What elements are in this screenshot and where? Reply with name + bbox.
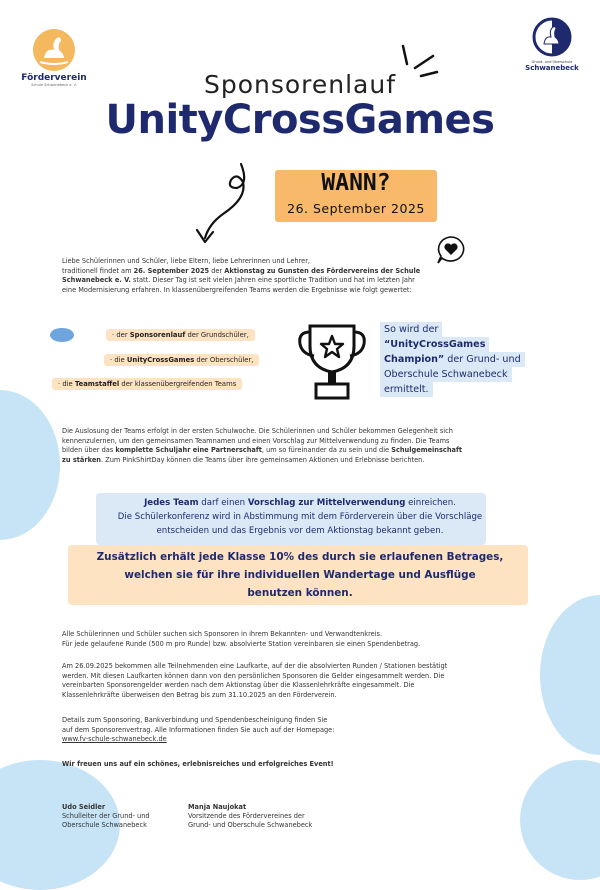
champion-box	[380, 322, 530, 397]
signature-role: Grund- und Oberschule Schwanebeck	[188, 821, 313, 829]
info-line: Klassenlehrkräfte überweisen den Betrag bis zum 31.10.2025 an den Förderverein.	[62, 690, 337, 699]
intro-line: Liebe Schülerinnen und Schüler, liebe Eltern, liebe Lehrerinnen und Lehrer,	[62, 257, 311, 265]
champion-line: Champion” der Grund- und	[380, 352, 525, 367]
event-kicker: Sponsorenlauf	[203, 70, 397, 99]
intro-paragraph	[62, 257, 552, 295]
when-box	[275, 170, 437, 222]
info-line: werden. Mit diesen Laufkarten können dann von den persönlichen Sponsoren die Gelder eingesammelt werden. Die	[62, 671, 445, 680]
teams-line: Die Auslosung der Teams erfolgt in der ersten Schulwoche. Die Schülerinnen und Schüler bekommen Gelegenheit sich	[62, 427, 453, 435]
bonus-line: benutzen können.	[247, 587, 353, 599]
event-date: 26. September 2025	[287, 201, 425, 216]
champion-line: So wird der	[380, 322, 442, 337]
teams-line: bilden über das komplette Schuljahr eine Partnerschaft, um so füreinander da zu sein und die Schulgemeinschaft	[62, 446, 462, 455]
proposal-line: Jedes Team darf einen Vorschlag zur Mittelverwendung einreichen.	[144, 498, 456, 508]
intro-line: Schwanebeck e. V. statt. Dieser Tag ist seit vielen Jahren eine sportliche Tradition und hat im letzten Jahr	[62, 276, 415, 285]
teams-paragraph	[62, 427, 562, 465]
school-name: Schwanebeck	[525, 64, 579, 72]
bullet-item: · der Sponsorenlauf der Grundschüler,	[106, 329, 255, 341]
info-line: Details zum Sponsoring, Bankverbindung und Spendenbescheinigung finden Sie	[62, 716, 328, 724]
watercolor-splash-bottom-right	[520, 760, 600, 880]
info-paragraph-2	[62, 662, 552, 700]
trophy-icon	[296, 322, 368, 402]
signature-role: Schulleiter der Grund- und	[62, 812, 150, 820]
bonus-text	[40, 548, 560, 602]
champion-line: Oberschule Schwanebeck	[380, 367, 512, 382]
teams-line: zu stärken. Zum PinkShirtDay können die Teams über ihre gemeinsamen Aktionen und Erlebnisse berichten.	[62, 455, 425, 464]
signature-chair	[188, 803, 358, 830]
curved-arrow-icon	[183, 158, 263, 248]
info-paragraph-3	[62, 716, 552, 745]
teams-line: kennenzulernen, um den gemeinsamen Teamnamen und einen Vorschlag zur Mittelverwendung zu finden. Die Teams	[62, 436, 450, 445]
proposal-line: entscheiden und das Ergebnis vor dem Aktionstag bekannt geben.	[156, 526, 444, 536]
info-paragraph-1	[62, 630, 552, 649]
info-line: auf dem Sponsorenvertrag. Alle Informationen finden Sie auch auf der Homepage:	[62, 725, 335, 734]
info-line: Für jede gelaufene Runde (500 m pro Runde) bzw. absolvierte Station vereinbaren sie einen Spendenbetrag.	[62, 639, 421, 648]
bonus-line: welchen sie für ihre individuellen Wandertage und Ausflüge	[124, 569, 476, 581]
champion-line: ermittelt.	[380, 382, 433, 397]
champion-line: “UnityCrossGames	[380, 337, 489, 352]
signature-name: Udo Seidler	[62, 803, 106, 811]
info-line: Alle Schülerinnen und Schüler suchen sich Sponsoren in ihrem Bekannten- und Verwandtenkreis.	[62, 630, 383, 638]
watercolor-splash-left	[0, 390, 60, 540]
intro-line: eine Modernisierung erfahren. In klassenübergreifenden Teams werden die Ergebnisse wie folgt gewertet:	[62, 285, 412, 294]
bullet-item: · die UnityCrossGames der Oberschüler,	[104, 354, 259, 366]
proposal-text	[60, 496, 540, 538]
foerderverein-sub: Schule Schwanebeck e. V.	[31, 83, 77, 87]
school-crest-icon	[532, 16, 572, 58]
bonus-line: Zusätzlich erhält jede Klasse 10% des durch sie erlaufenen Betrages,	[96, 551, 504, 563]
school-line: Grund- und Oberschule	[531, 60, 573, 64]
info-line: vereinbarten Sponsorengelder werden nach dem Aktionstag über die Klassenlehrkräfte eingesammelt. Die	[62, 681, 415, 690]
info-line: Am 26.09.2025 bekommen alle Teilnehmenden eine Laufkarte, auf der die absolvierten Runden / Stationen bestätigt	[62, 662, 448, 670]
signature-role: Vorsitzende des Fördervereines der	[188, 812, 305, 820]
bullet-item: · die Teamstaffel der klassenübergreifenden Teams	[52, 378, 242, 390]
signature-name: Manja Naujokat	[188, 803, 247, 811]
foerderverein-name: Förderverein	[21, 73, 87, 83]
proposal-line: Die Schülerkonferenz wird in Abstimmung mit dem Förderverein über die Vorschläge	[117, 512, 483, 522]
intro-line: traditionell findet am 26. September 2025 der Aktionstag zu Gunsten des Fördervereins der Schule	[62, 266, 421, 275]
event-title: UnityCrossGames	[105, 97, 495, 143]
swan-logo-icon	[30, 28, 78, 72]
watercolor-splash-left-small	[50, 328, 74, 342]
when-label: WANN?	[321, 170, 391, 196]
homepage-link[interactable]: www.fv-schule-schwanebeck.de	[62, 735, 167, 744]
signature-principal	[62, 803, 192, 830]
closing-line: Wir freuen uns auf ein schönes, erlebnisreiches und erfolgreiches Event!	[62, 760, 334, 768]
signature-role: Oberschule Schwanebeck	[62, 821, 147, 829]
